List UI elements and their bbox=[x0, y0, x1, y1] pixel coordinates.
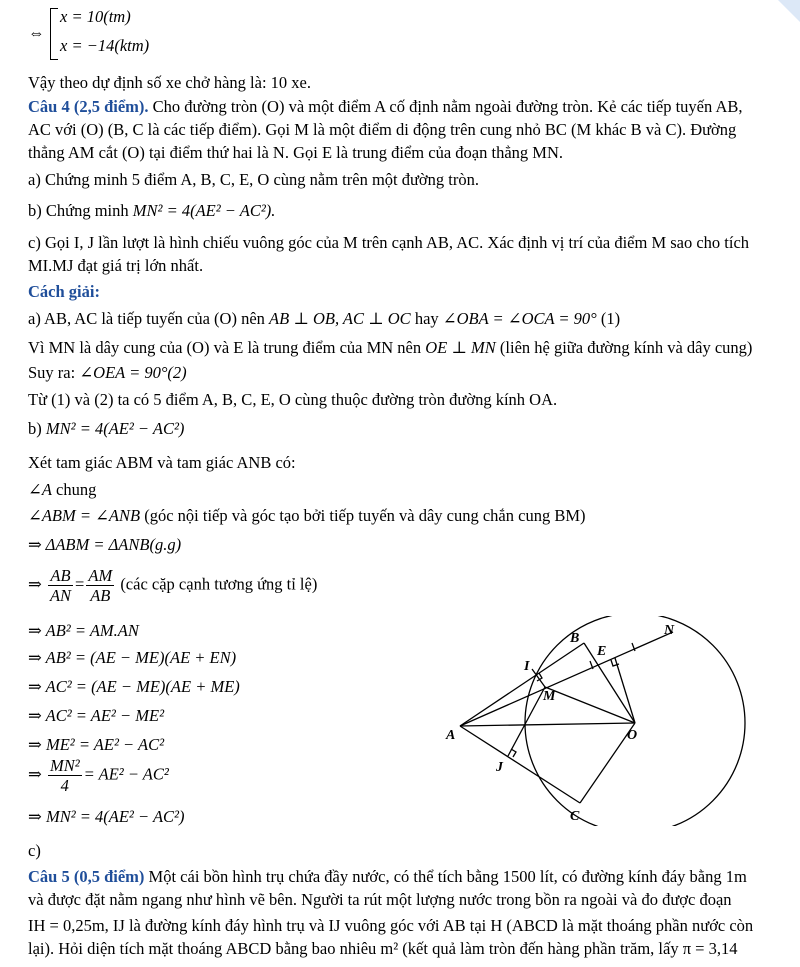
segment-bo bbox=[584, 643, 635, 723]
sol-b-11 bbox=[28, 756, 169, 795]
sol-b-5-text: (các cặp cạnh tương ứng tỉ lệ) bbox=[116, 574, 318, 594]
right-angle-j bbox=[511, 749, 516, 757]
q5-line-2: và được đặt nằm ngang như hình vẽ bên. Người ta rút một lượng nước trong bồn ra ngoài và đo được đoạn bbox=[28, 890, 732, 909]
frac-den-2: AB bbox=[90, 586, 111, 605]
q5-heading: Câu 5 (0,5 điểm) bbox=[28, 867, 145, 886]
sol-a-2-math: OE ⊥ MN bbox=[425, 338, 496, 357]
sol-a-3 bbox=[28, 362, 187, 384]
sol-b-3-math: ∠ABM = ∠ANB bbox=[28, 506, 141, 525]
q4-line-3: thẳng AM cắt (O) tại điểm thứ hai là N. Gọi E là trung điểm của đoạn thẳng MN. bbox=[28, 143, 563, 162]
fraction-ab-an bbox=[48, 566, 73, 605]
sol-a-4: Từ (1) và (2) ta có 5 điểm A, B, C, E, O cùng thuộc đường tròn đường kính OA. bbox=[28, 390, 558, 409]
segment-an bbox=[460, 632, 673, 726]
sol-b-3 bbox=[28, 505, 586, 527]
segment-ab bbox=[460, 643, 584, 726]
sol-a-3-math: ∠OEA = 90°(2) bbox=[79, 363, 187, 382]
q5-line-4: lại). Hỏi diện tích mặt thoáng ABCD bằng bao nhiêu m² (kết quả làm tròn đến hàng phần trăm, lấy π = 3,14 bbox=[28, 939, 738, 958]
sol-b-11-arrow: ⇒ bbox=[28, 764, 42, 784]
label-c: C bbox=[570, 809, 580, 824]
solution-1: x = 10(tm) bbox=[60, 7, 131, 26]
sol-b-2-math: ∠A bbox=[28, 480, 52, 499]
solution-2: x = −14(ktm) bbox=[60, 36, 150, 55]
q5-line-1 bbox=[28, 866, 747, 888]
sol-a-2-text: Vì MN là dây cung của (O) và E là trung điểm của MN nên bbox=[28, 338, 426, 357]
q4-part-c-1: c) Gọi I, J lần lượt là hình chiếu vuông góc của M trên cạnh AB, AC. Xác định vị trí của điểm M sao cho tích bbox=[28, 233, 750, 252]
fraction-mn2-4 bbox=[48, 756, 82, 795]
q4-line-2: AC với (O) (B, C là các tiếp điểm). Gọi M là một điểm di động trên cung nhỏ BC (M khác B và C). Đường bbox=[28, 120, 737, 139]
q5-line-3: IH = 0,25m, IJ là đường kính đáy hình trụ và IJ vuông góc với AB tại H (ABCD là mặt thoáng phần nước còn bbox=[28, 916, 754, 935]
sol-b-2-text: chung bbox=[51, 480, 97, 499]
sol-a-1-text2: hay bbox=[410, 309, 443, 328]
system-bracket bbox=[50, 8, 58, 60]
sol-a-2-text2: (liên hệ giữa đường kính và dây cung) bbox=[495, 338, 753, 357]
conclusion-text: Vậy theo dự định số xe chở hàng là: 10 xe. bbox=[28, 73, 311, 92]
equivalence-arrow: ⇔ bbox=[28, 23, 45, 42]
sol-b-text: b) bbox=[28, 419, 46, 438]
segment-ao bbox=[460, 723, 635, 726]
sol-a-1-math2: ∠OBA = ∠OCA = 90° bbox=[442, 309, 597, 328]
sol-a-2 bbox=[28, 337, 752, 359]
sol-a-1-text3: (1) bbox=[596, 309, 621, 328]
sol-b-11-rest: = AE² − AC² bbox=[83, 764, 169, 784]
sol-b-1: Xét tam giác ABM và tam giác ANB có: bbox=[28, 453, 296, 472]
sol-a-3-text: Suy ra: bbox=[28, 363, 80, 382]
segment-ac bbox=[460, 726, 580, 803]
label-i: I bbox=[524, 659, 530, 674]
sol-b-5-arrow: ⇒ bbox=[28, 574, 42, 594]
q4-b-text: b) Chứng minh bbox=[28, 201, 133, 220]
sol-b-9: ⇒ AC² = AE² − ME² bbox=[28, 706, 165, 725]
q4-part-a: a) Chứng minh 5 điểm A, B, C, E, O cùng nằm trên một đường tròn. bbox=[28, 170, 479, 189]
sol-b-3-text: (góc nội tiếp và góc tạo bởi tiếp tuyến và dây cung chắn cung BM) bbox=[140, 506, 586, 525]
q4-part-c-2: MI.MJ đạt giá trị lớn nhất. bbox=[28, 256, 204, 275]
frac-num-1: AB bbox=[48, 566, 73, 586]
corner-decoration bbox=[778, 0, 800, 22]
q4-b-math: MN² = 4(AE² − AC²). bbox=[132, 201, 276, 220]
sol-c: c) bbox=[28, 841, 41, 860]
geometry-figure bbox=[440, 616, 785, 826]
fraction-am-ab bbox=[86, 566, 114, 605]
sol-a-1 bbox=[28, 308, 620, 330]
q4-line-1 bbox=[28, 96, 743, 118]
frac-den-1: AN bbox=[49, 586, 72, 605]
sol-b-4: ⇒ ΔABM = ΔANB(g.g) bbox=[28, 535, 182, 554]
q4-text-1: Cho đường tròn (O) và một điểm A cố định nằm ngoài đường tròn. Kẻ các tiếp tuyến AB, bbox=[148, 97, 743, 116]
sol-a-1-math: AB ⊥ OB, AC ⊥ OC bbox=[269, 309, 411, 328]
segment-eo bbox=[615, 658, 635, 723]
label-o: O bbox=[627, 728, 638, 743]
sol-b-12: ⇒ MN² = 4(AE² − AC²) bbox=[28, 807, 185, 826]
sol-a-1-text: a) AB, AC là tiếp tuyến của (O) nên bbox=[28, 309, 270, 328]
q5-text-1: Một cái bồn hình trụ chứa đầy nước, có thể tích bằng 1500 lít, có đường kính đáy bằng 1m bbox=[144, 867, 747, 886]
sol-b-10: ⇒ ME² = AE² − AC² bbox=[28, 735, 165, 754]
label-b: B bbox=[570, 631, 580, 646]
label-a: A bbox=[446, 728, 456, 743]
label-n: N bbox=[664, 623, 675, 638]
frac-equals: = bbox=[75, 574, 85, 594]
frac-num-2: AM bbox=[88, 566, 113, 585]
solution-heading: Cách giải: bbox=[28, 282, 100, 301]
q4-part-b bbox=[28, 200, 275, 222]
label-e: E bbox=[597, 644, 607, 659]
sol-b-8: ⇒ AC² = (AE − ME)(AE + ME) bbox=[28, 677, 240, 696]
frac-num-3: MN² bbox=[49, 756, 80, 775]
segment-mo bbox=[545, 687, 635, 723]
frac-den-3: 4 bbox=[60, 776, 69, 795]
q4-heading: Câu 4 (2,5 điểm). bbox=[28, 97, 149, 116]
sol-b-6: ⇒ AB² = AM.AN bbox=[28, 621, 139, 640]
label-j: J bbox=[496, 760, 503, 775]
sol-b-math: MN² = 4(AE² − AC²) bbox=[45, 419, 185, 438]
sol-b-2 bbox=[28, 479, 96, 501]
label-m: M bbox=[543, 689, 556, 704]
sol-b-7: ⇒ AB² = (AE − ME)(AE + EN) bbox=[28, 648, 237, 667]
sol-b-5 bbox=[28, 566, 317, 605]
sol-b-heading bbox=[28, 418, 184, 440]
